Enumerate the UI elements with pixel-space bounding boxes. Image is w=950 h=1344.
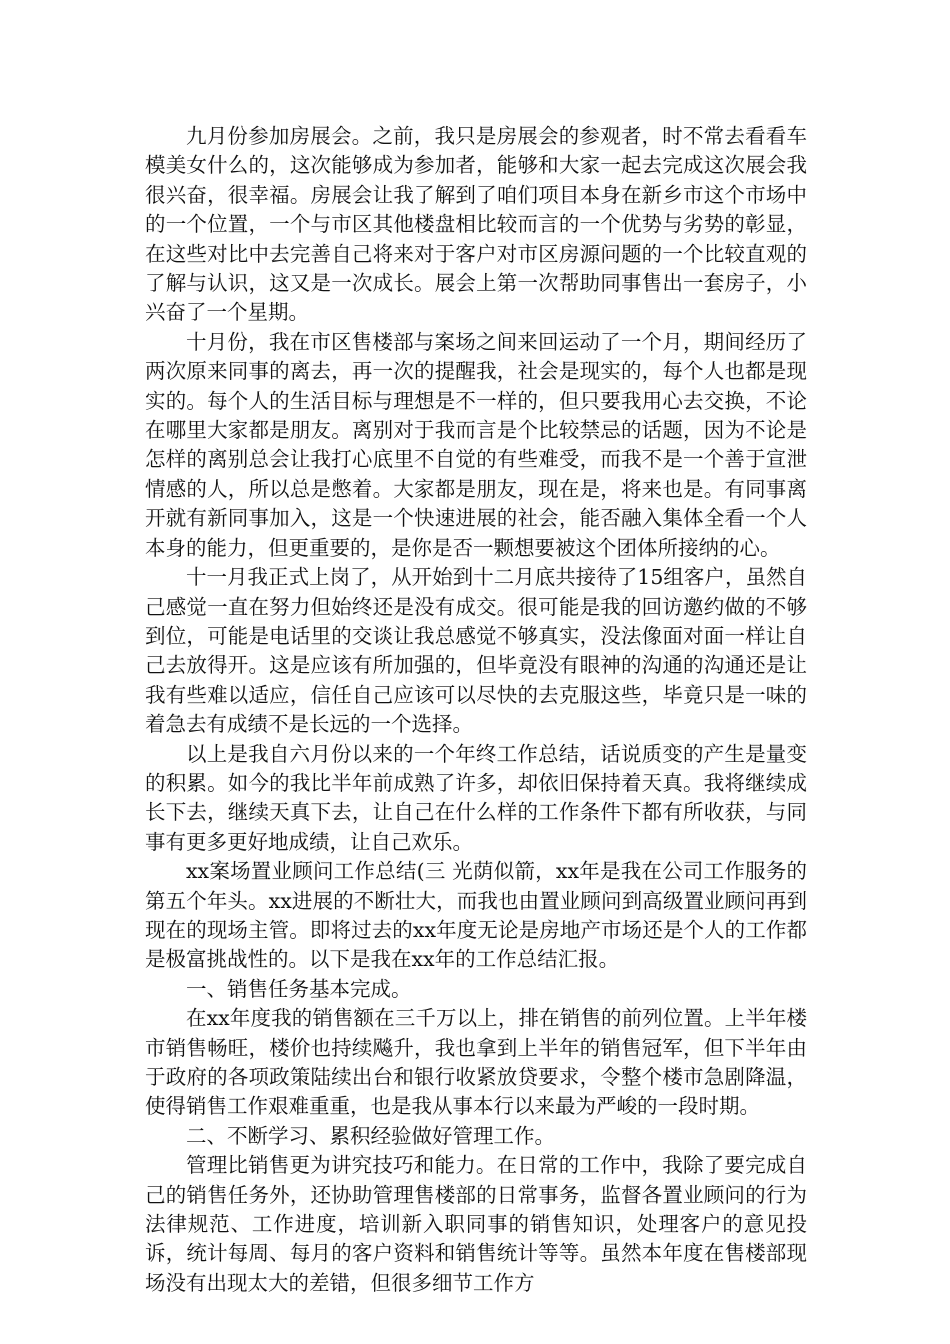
paragraph-october: 十月份，我在市区售楼部与案场之间来回运动了一个月，期间经历了两次原来同事的离去，再一次的提醒我，社会是现实的，每个人也都是现实的。每个人的生活目标与理想是不一样的，但只要我用心去交换，不论在哪里大家都是朋友。离别对于我而言是个比较禁忌的话题，因为不论是怎样的离别总会让我打心底里不自觉的有些难受，而我不是一个善于宣泄情感的人，所以总是憋着。大家都是朋友，现在是，将来也是。有同事离开就有新同事加入，这是一个快速进展的社会，能否融入集体全看一个人本身的能力，但更重要的，是你是否一颗想要被这个团体所接纳的心。 xyxy=(145,329,807,560)
paragraph-management-work: 管理比销售更为讲究技巧和能力。在日常的工作中，我除了要完成自己的销售任务外，还协助管理售楼部的日常事务，监督各置业顾问的行为法律规范、工作进度，培训新入职同事的销售知识，处理客户的意见投诉，统计每周、每月的客户资料和销售统计等等。虽然本年度在售楼部现场没有出现太大的差错，但很多细节工作方 xyxy=(145,1153,807,1295)
section-heading-management: 二、不断学习、累积经验做好管理工作。 xyxy=(186,1123,555,1148)
section-heading-sales-task: 一、销售任务基本完成。 xyxy=(186,976,412,1001)
paragraph-sales-results: 在xx年度我的销售额在三千万以上，排在销售的前列位置。上半年楼市销售畅旺，楼价也持续飚升，我也拿到上半年的销售冠军，但下半年由于政府的各项政策陆续出台和银行收紧放贷要求，令整个楼市急剧降温，使得销售工作艰难重重，也是我从事本行以来最为严峻的一段时期。 xyxy=(145,1006,807,1119)
paragraph-year-end-summary: 以上是我自六月份以来的一个年终工作总结，话说质变的产生是量变的积累。如今的我比半年前成熟了许多，却依旧保持着天真。我将继续成长下去，继续天真下去，让自己在什么样的工作条件下都有所收获，与同事有更多更好地成绩，让自己欢乐。 xyxy=(145,741,807,854)
paragraph-november: 十一月我正式上岗了，从开始到十二月底共接待了15组客户，虽然自己感觉一直在努力但始终还是没有成交。很可能是我的回访邀约做的不够到位，可能是电话里的交谈让我总感觉不够真实，没法像面对面一样让自己去放得开。这是应该有所加强的，但毕竟没有眼神的沟通的沟通还是让我有些难以适应，信任自己应该可以尽快的去克服这些，毕竟只是一味的着急去有成绩不是长远的一个选择。 xyxy=(145,565,807,737)
document-body xyxy=(145,122,807,1298)
paragraph-september-expo: 九月份参加房展会。之前，我只是房展会的参观者，时不常去看看车模美女什么的，这次能够成为参加者，能够和大家一起去完成这次展会我很兴奋，很幸福。房展会让我了解到了咱们项目本身在新乡市这个市场中的一个位置，一个与市区其他楼盘相比较而言的一个优势与劣势的彰显，在这些对比中去完善自己将来对于客户对市区房源问题的一个比较直观的了解与认识，这又是一次成长。展会上第一次帮助同事售出一套房子，小兴奋了一个星期。 xyxy=(145,124,807,325)
paragraph-consultant-summary-intro: xx案场置业顾问工作总结(三 光荫似箭，xx年是我在公司工作服务的第五个年头。xx进展的不断壮大，而我也由置业顾问到高级置业顾问再到现在的现场主管。即将过去的xx年度无论是房地产市场还是个人的工作都是极富挑战性的。以下是我在xx年的工作总结汇报。 xyxy=(145,859,807,972)
